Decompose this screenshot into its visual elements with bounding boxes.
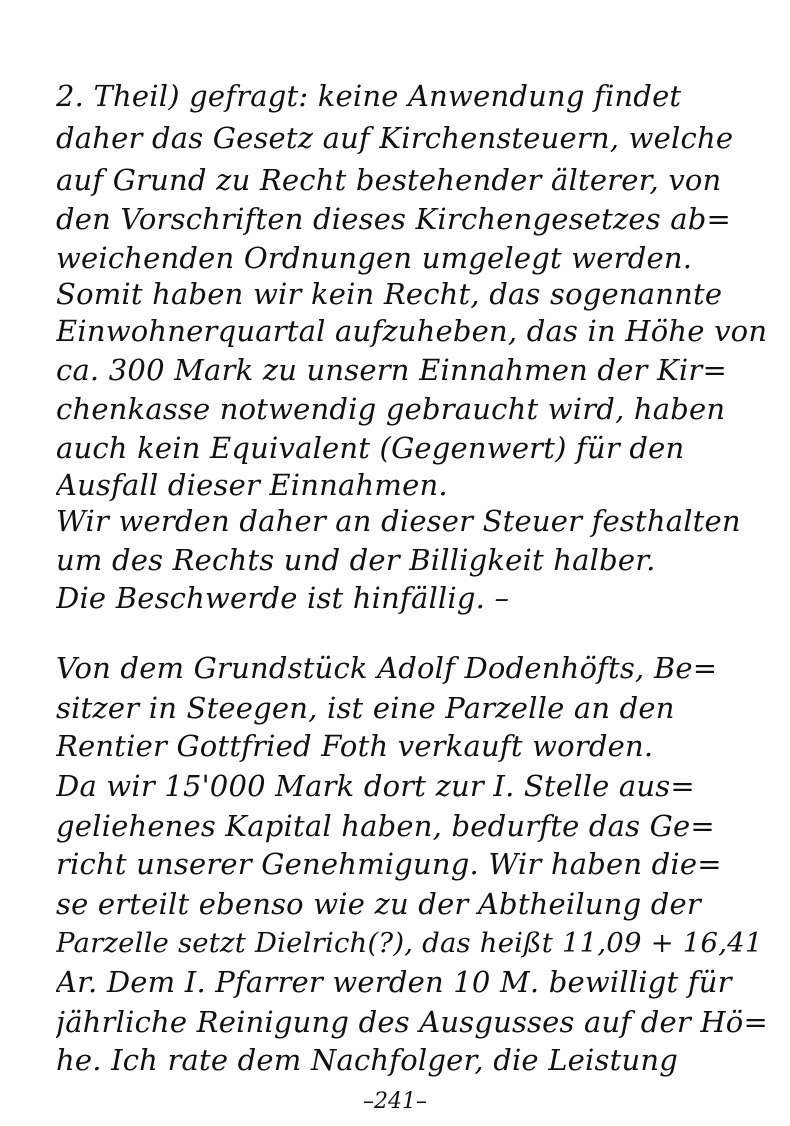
- text-line: Einwohnerquartal aufzuheben, das in Höhe von: [56, 314, 768, 348]
- text-line: auch kein Equivalent (Gegenwert) für den: [56, 431, 685, 465]
- page-number: –241–: [363, 1089, 427, 1114]
- text-line: Die Beschwerde ist hinfällig. –: [56, 581, 510, 615]
- text-line: daher das Gesetz auf Kirchensteuern, welche: [56, 121, 734, 155]
- text-line: richt unserer Genehmigung. Wir haben die=: [56, 847, 722, 881]
- text-line: Ausfall dieser Einnahmen.: [56, 468, 448, 502]
- text-line: Von dem Grundstück Adolf Dodenhöfts, Be=: [56, 651, 718, 685]
- text-line: ca. 300 Mark zu unsern Einnahmen der Kir=: [56, 353, 727, 387]
- text-line: um des Rechts und der Billigkeit halber.: [56, 543, 656, 577]
- text-line: auf Grund zu Recht bestehender älterer, von: [56, 163, 722, 197]
- text-line: sitzer in Steegen, ist eine Parzelle an den: [56, 691, 675, 725]
- text-line: se erteilt ebenso wie zu der Abtheilung der: [56, 887, 701, 921]
- text-line: Rentier Gottfried Foth verkauft worden.: [56, 729, 654, 763]
- text-line: Somit haben wir kein Recht, das sogenannte: [56, 277, 723, 311]
- text-line: geliehenes Kapital haben, bedurfte das Ge=: [56, 809, 715, 843]
- text-line: Ar. Dem I. Pfarrer werden 10 M. bewilligt für: [56, 965, 732, 999]
- text-line: chenkasse notwendig gebraucht wird, haben: [56, 392, 726, 426]
- text-line: 2. Theil) gefragt: keine Anwendung findet: [56, 79, 682, 113]
- text-line: Da wir 15'000 Mark dort zur I. Stelle aus=: [56, 769, 695, 803]
- text-line: Wir werden daher an dieser Steuer festhalten: [56, 504, 741, 538]
- text-line: weichenden Ordnungen umgelegt werden.: [56, 241, 693, 275]
- text-line: jährliche Reinigung des Ausgusses auf der Hö=: [56, 1005, 768, 1039]
- text-line: den Vorschriften dieses Kirchengesetzes ab=: [56, 202, 732, 236]
- text-line: he. Ich rate dem Nachfolger, die Leistung: [56, 1043, 678, 1077]
- text-line: Parzelle setzt Dielrich(?), das heißt 11,09 + 16,41: [56, 927, 763, 959]
